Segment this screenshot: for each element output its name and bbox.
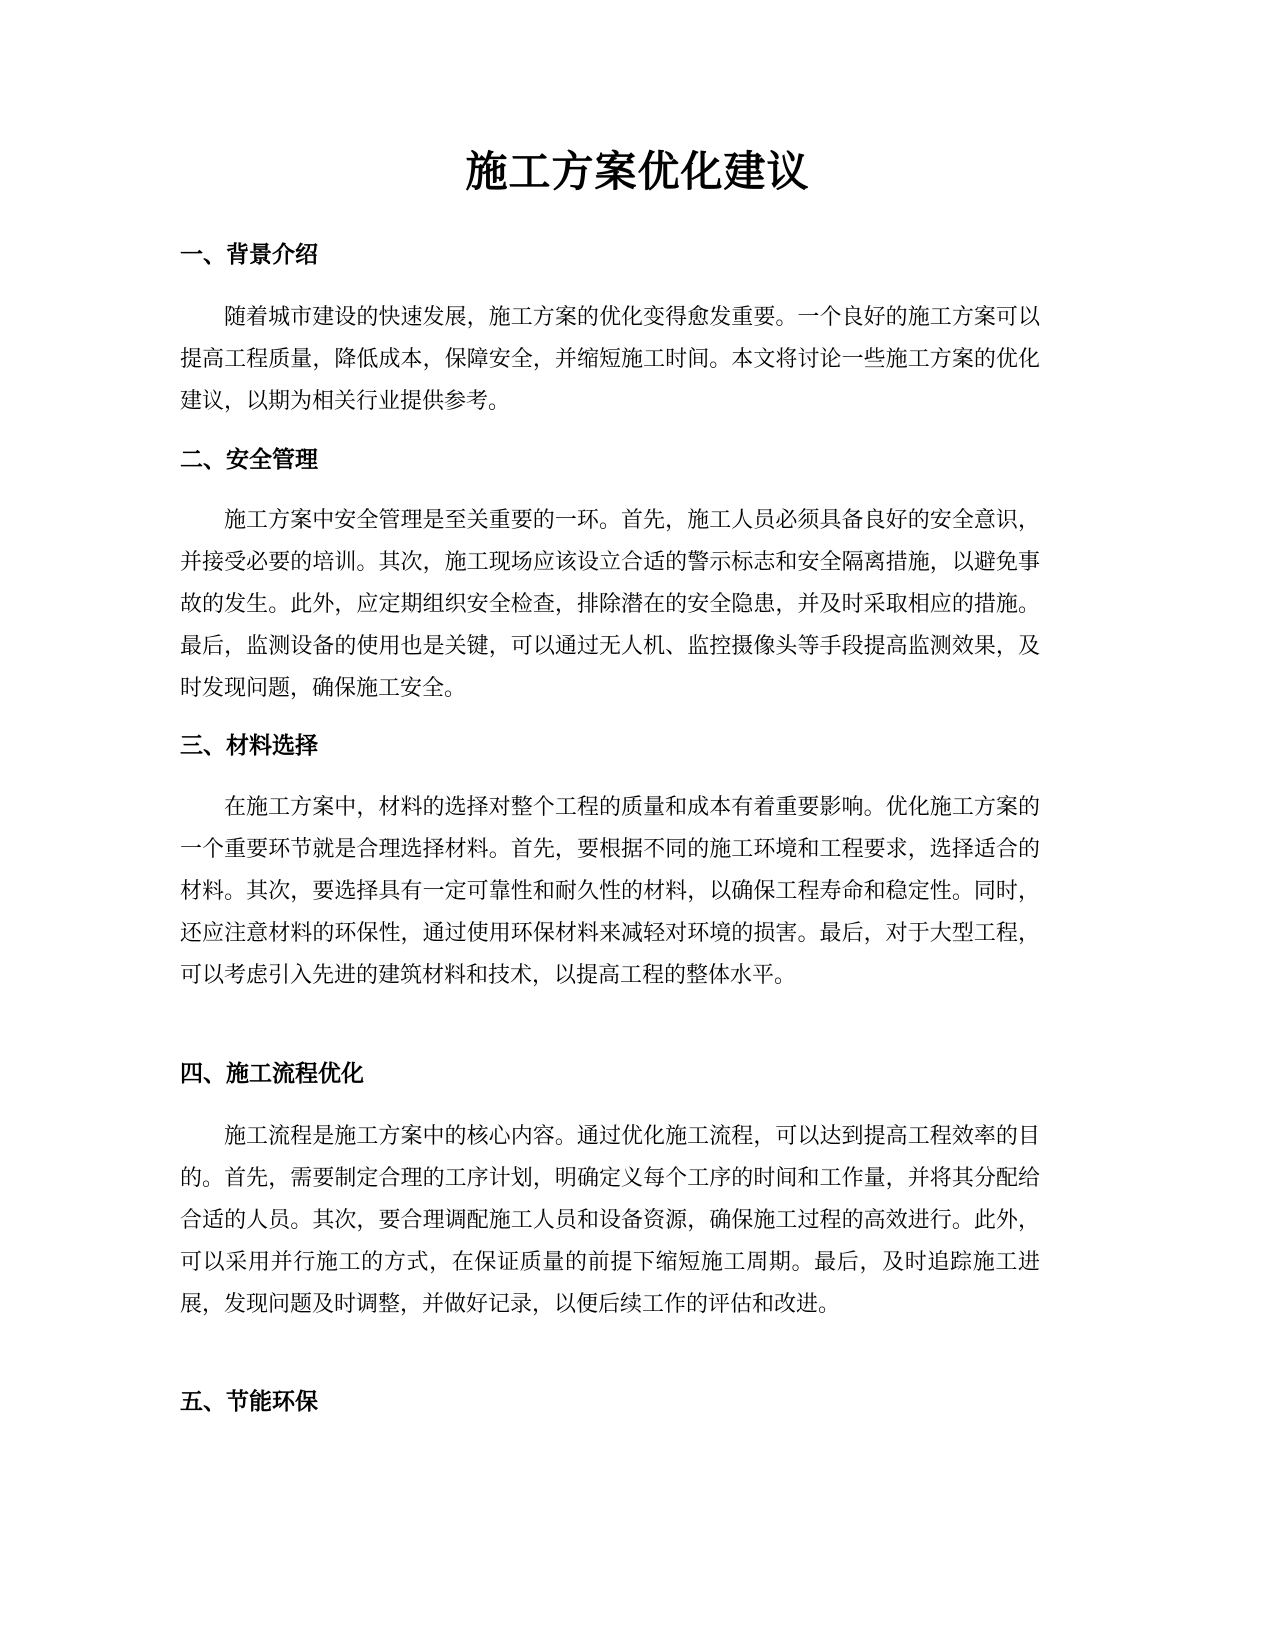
section-heading-safety: 二、安全管理 <box>180 447 318 473</box>
section-body-materials: 在施工方案中，材料的选择对整个工程的质量和成本有着重要影响。优化施工方案的一个重要环节就是合理选择材料。首先，要根据不同的施工环境和工程要求，选择适合的材料。其次，要选择具有一定可靠性和耐久性的材料，以确保工程寿命和稳定性。同时，还应注意材料的环保性，通过使用环保材料来减轻对环境的损害。最后，对于大型工程，可以考虑引入先进的建筑材料和技术，以提高工程的整体水平。 <box>180 795 1040 988</box>
section-heading-energy: 五、节能环保 <box>180 1389 318 1415</box>
section-heading-process: 四、施工流程优化 <box>180 1061 364 1087</box>
document-title: 施工方案优化建议 <box>465 147 810 196</box>
section-body-safety: 施工方案中安全管理是至关重要的一环。首先，施工人员必须具备良好的安全意识，并接受必要的培训。其次，施工现场应该设立合适的警示标志和安全隔离措施，以避免事故的发生。此外，应定期组织安全检查，排除潜在的安全隐患，并及时采取相应的措施。最后，监测设备的使用也是关键，可以通过无人机、监控摄像头等手段提高监测效果，及时发现问题，确保施工安全。 <box>180 508 1040 701</box>
section-heading-materials: 三、材料选择 <box>180 733 318 759</box>
section-heading-background: 一、背景介绍 <box>180 242 318 268</box>
section-body-process: 施工流程是施工方案中的核心内容。通过优化施工流程，可以达到提高工程效率的目的。首先，需要制定合理的工序计划，明确定义每个工序的时间和工作量，并将其分配给合适的人员。其次，要合理调配施工人员和设备资源，确保施工过程的高效进行。此外，可以采用并行施工的方式，在保证质量的前提下缩短施工周期。最后，及时追踪施工进展，发现问题及时调整，并做好记录，以便后续工作的评估和改进。 <box>180 1124 1040 1317</box>
section-body-background: 随着城市建设的快速发展，施工方案的优化变得愈发重要。一个良好的施工方案可以提高工程质量，降低成本，保障安全，并缩短施工时间。本文将讨论一些施工方案的优化建议，以期为相关行业提供参考。 <box>180 305 1040 414</box>
